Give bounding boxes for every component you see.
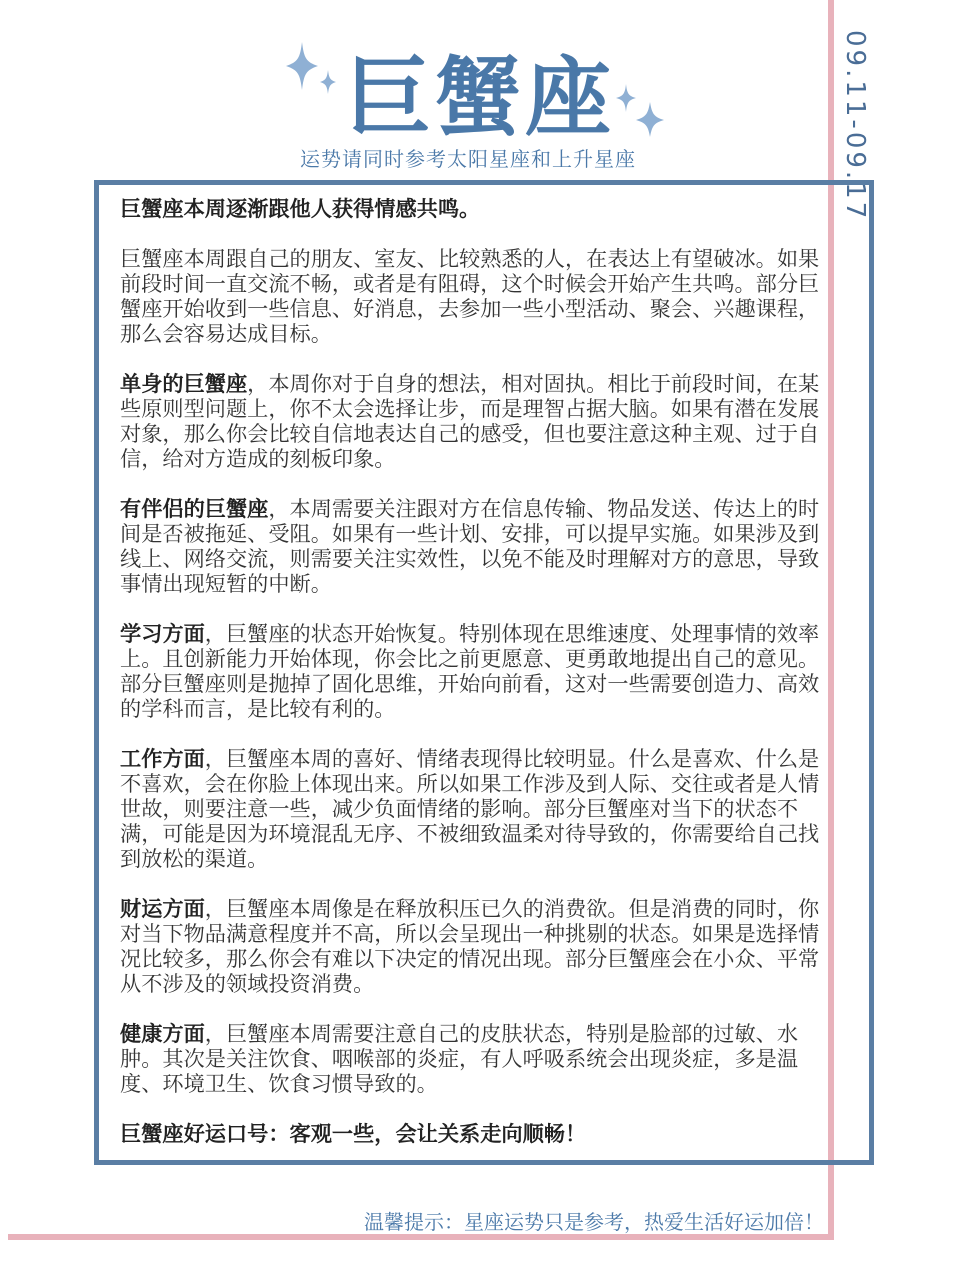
section-heading: 学习方面: [120, 621, 205, 646]
section-study: [120, 621, 820, 721]
lucky-slogan: 巨蟹座好运口号：客观一些，会让关系走向顺畅！: [120, 1121, 587, 1146]
date-range: 09.11-09.17: [840, 30, 870, 222]
section-heading: 财运方面: [120, 896, 205, 921]
section-text: ，巨蟹座本周像是在释放积压已久的消费欲。但是消费的同时，你对当下物品满意程度并不高，所以会呈现出一种挑剔的状态。如果是选择情况比较多，那么你会有难以下决定的情况出现。部分巨蟹座会在小众、平常从不涉及的领域投资消费。: [120, 896, 820, 996]
section-text: ，巨蟹座本周的喜好、情绪表现得比较明显。什么是喜欢、什么是不喜欢，会在你脸上体现出来。所以如果工作涉及到人际、交往或者是人情世故，则要注意一些，减少负面情绪的影响。部分巨蟹座对当下的状态不满，可能是因为环境混乱无序、不被细致温柔对待导致的，你需要给自己找到放松的渠道。: [120, 746, 820, 871]
page-title: 巨蟹座: [345, 48, 615, 148]
section-text: ，巨蟹座的状态开始恢复。特别体现在思维速度、处理事情的效率上。且创新能力开始体现，你会比之前更愿意、更勇敢地提出自己的意见。部分巨蟹座则是抛掉了固化思维，开始向前看，这对一些需要创造力、高效的学科而言，是比较有利的。: [120, 621, 820, 721]
subtitle: 运势请同时参考太阳星座和上升星座: [300, 147, 636, 171]
section-health: [120, 1021, 820, 1096]
section-text: ，巨蟹座本周需要注意自己的皮肤状态，特别是脸部的过敏、水肿。其次是关注饮食、咽喉部的炎症，有人呼吸系统会出现炎症，多是温度、环境卫生、饮食习惯导致的。: [120, 1021, 799, 1096]
section-money: [120, 896, 820, 996]
section-text: ，本周你对于自身的想法，相对固执。相比于前段时间，在某些原则型问题上，你不太会选择让步，而是理智占据大脑。如果有潜在发展对象，那么你会比较自信地表达自己的感受，但也要注意这种主观、过于自信，给对方造成的刻板印象。: [120, 371, 820, 471]
intro-paragraph: 巨蟹座本周跟自己的朋友、室友、比较熟悉的人，在表达上有望破冰。如果前段时间一直交流不畅，或者是有阻碍，这个时候会开始产生共鸣。部分巨蟹座开始收到一些信息、好消息，去参加一些小型活动、聚会、兴趣课程，那么会容易达成目标。: [120, 246, 820, 346]
section-heading: 有伴侣的巨蟹座: [120, 496, 269, 521]
section-single: [120, 371, 820, 471]
footer-tip: 温馨提示：星座运势只是参考，热爱生活好运加倍！: [364, 1210, 824, 1234]
headline: 巨蟹座本周逐渐跟他人获得情感共鸣。: [120, 196, 481, 221]
section-work: [120, 746, 820, 871]
section-partner: [120, 496, 820, 596]
section-heading: 单身的巨蟹座: [120, 371, 248, 396]
section-text: ，本周需要关注跟对方在信息传输、物品发送、传达上的时间是否被拖延、受阻。如果有一些计划、安排，可以提早实施。如果涉及到线上、网络交流，则需要关注实效性，以免不能及时理解对方的意思，导致事情出现短暂的中断。: [120, 496, 820, 596]
horoscope-content: [120, 196, 820, 1171]
section-heading: 工作方面: [120, 746, 205, 771]
section-heading: 健康方面: [120, 1021, 205, 1046]
sparkle-right-icon: [612, 82, 668, 138]
